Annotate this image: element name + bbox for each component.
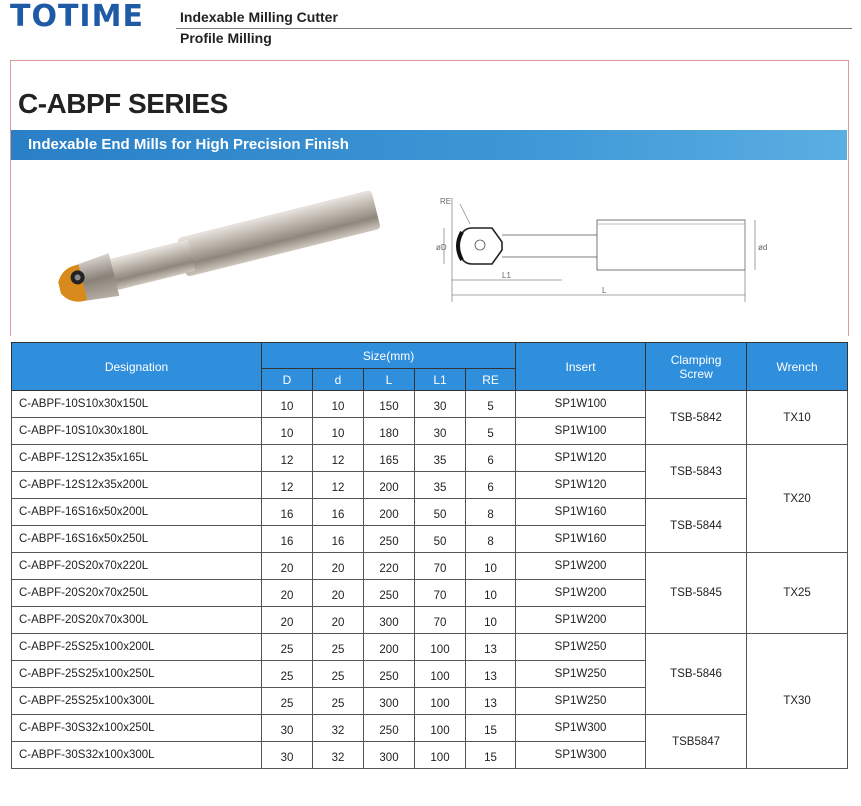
- cell-designation: C-ABPF-20S20x70x250L: [12, 580, 262, 607]
- cell-l1: 50: [415, 499, 466, 526]
- cell-designation: C-ABPF-12S12x35x165L: [12, 445, 262, 472]
- table-row: [12, 445, 848, 472]
- col-d: d: [313, 369, 364, 391]
- cell-insert: SP1W200: [516, 607, 646, 634]
- cell-l: 165: [364, 445, 415, 472]
- cell-d: 25: [262, 688, 313, 715]
- cell-insert: SP1W120: [516, 472, 646, 499]
- cell-l: 250: [364, 526, 415, 553]
- cell-wrench: TX10: [747, 391, 848, 445]
- col-L: L: [364, 369, 415, 391]
- cell-wrench: TX25: [747, 553, 848, 634]
- cell-d: 25: [313, 634, 364, 661]
- col-wrench: Wrench: [747, 343, 848, 391]
- cell-l1: 35: [415, 445, 466, 472]
- cell-insert: SP1W200: [516, 553, 646, 580]
- cell-d: 16: [262, 499, 313, 526]
- col-size: Size(mm): [262, 343, 516, 369]
- cell-insert: SP1W250: [516, 634, 646, 661]
- table-row: [12, 391, 848, 418]
- cell-d: 20: [262, 607, 313, 634]
- cell-insert: SP1W100: [516, 391, 646, 418]
- cell-l1: 70: [415, 553, 466, 580]
- cell-d: 20: [313, 580, 364, 607]
- cell-l1: 100: [415, 634, 466, 661]
- cell-d: 25: [262, 634, 313, 661]
- shank-shape: [177, 190, 381, 277]
- col-D: D: [262, 369, 313, 391]
- cell-d: 16: [313, 499, 364, 526]
- technical-drawing: [432, 190, 777, 310]
- cell-insert: SP1W160: [516, 526, 646, 553]
- category-title: Indexable Milling Cutter: [180, 9, 338, 25]
- cell-l1: 70: [415, 580, 466, 607]
- cell-designation: C-ABPF-16S16x50x250L: [12, 526, 262, 553]
- spec-table: [11, 342, 848, 769]
- cell-l: 250: [364, 661, 415, 688]
- cell-l1: 35: [415, 472, 466, 499]
- category-subtitle: Profile Milling: [180, 30, 272, 46]
- spec-table-body: [12, 391, 848, 769]
- cell-re: 6: [466, 445, 516, 472]
- cell-clamping-screw: TSB5847: [646, 715, 747, 769]
- cell-re: 10: [466, 607, 516, 634]
- col-designation: Designation: [12, 343, 262, 391]
- cell-designation: C-ABPF-20S20x70x220L: [12, 553, 262, 580]
- cell-re: 10: [466, 580, 516, 607]
- cell-d: 20: [262, 553, 313, 580]
- cell-clamping-screw: TSB-5846: [646, 634, 747, 715]
- cell-d: 10: [262, 418, 313, 445]
- cell-designation: C-ABPF-20S20x70x300L: [12, 607, 262, 634]
- cell-d: 30: [262, 742, 313, 769]
- cell-d: 20: [313, 553, 364, 580]
- cell-l: 250: [364, 715, 415, 742]
- series-subtitle: Indexable End Mills for High Precision Finish: [28, 136, 349, 153]
- cell-l1: 50: [415, 526, 466, 553]
- cell-clamping-screw: TSB-5842: [646, 391, 747, 445]
- col-insert: Insert: [516, 343, 646, 391]
- cell-insert: SP1W100: [516, 418, 646, 445]
- cell-l: 180: [364, 418, 415, 445]
- drawing-label-l: L: [602, 286, 607, 295]
- cell-l1: 100: [415, 688, 466, 715]
- cell-l1: 30: [415, 418, 466, 445]
- cell-d: 16: [313, 526, 364, 553]
- col-L1: L1: [415, 369, 466, 391]
- cell-designation: C-ABPF-10S10x30x180L: [12, 418, 262, 445]
- cell-l: 200: [364, 472, 415, 499]
- cell-re: 13: [466, 661, 516, 688]
- cell-l1: 70: [415, 607, 466, 634]
- series-title: C-ABPF SERIES: [18, 88, 228, 119]
- cell-l: 250: [364, 580, 415, 607]
- cell-d: 25: [313, 661, 364, 688]
- cell-d: 12: [313, 445, 364, 472]
- cell-d: 25: [313, 688, 364, 715]
- cell-insert: SP1W200: [516, 580, 646, 607]
- cell-d: 16: [262, 526, 313, 553]
- cell-re: 15: [466, 742, 516, 769]
- col-RE: RE: [466, 369, 516, 391]
- page-header: [0, 0, 861, 48]
- table-row: [12, 553, 848, 580]
- cell-l1: 30: [415, 391, 466, 418]
- cell-d: 10: [313, 391, 364, 418]
- cell-l: 300: [364, 688, 415, 715]
- cell-re: 6: [466, 472, 516, 499]
- cell-d: 20: [313, 607, 364, 634]
- cell-wrench: TX20: [747, 445, 848, 553]
- cell-d: 20: [262, 580, 313, 607]
- cell-re: 13: [466, 634, 516, 661]
- cell-l1: 100: [415, 715, 466, 742]
- cell-insert: SP1W300: [516, 715, 646, 742]
- cell-l1: 100: [415, 742, 466, 769]
- table-row: [12, 634, 848, 661]
- cell-designation: C-ABPF-10S10x30x150L: [12, 391, 262, 418]
- cell-l: 200: [364, 634, 415, 661]
- cell-insert: SP1W300: [516, 742, 646, 769]
- drawing-head: [458, 228, 502, 264]
- cell-wrench: TX30: [747, 634, 848, 769]
- drawing-insert: [458, 232, 462, 260]
- cell-designation: C-ABPF-25S25x100x200L: [12, 634, 262, 661]
- drawing-label-re: RE: [440, 197, 452, 206]
- cell-re: 8: [466, 526, 516, 553]
- cell-l: 220: [364, 553, 415, 580]
- cell-clamping-screw: TSB-5843: [646, 445, 747, 499]
- cell-insert: SP1W250: [516, 661, 646, 688]
- tool-photo: [40, 180, 400, 310]
- drawing-label-dia: øD: [436, 243, 447, 252]
- cell-l1: 100: [415, 661, 466, 688]
- cell-designation: C-ABPF-30S32x100x250L: [12, 715, 262, 742]
- cell-re: 5: [466, 391, 516, 418]
- cell-re: 15: [466, 715, 516, 742]
- table-row: [12, 715, 848, 742]
- cell-re: 5: [466, 418, 516, 445]
- cell-d: 12: [262, 472, 313, 499]
- header-divider: [176, 28, 852, 29]
- cell-designation: C-ABPF-25S25x100x300L: [12, 688, 262, 715]
- cell-d: 32: [313, 742, 364, 769]
- cell-d: 30: [262, 715, 313, 742]
- table-row: [12, 499, 848, 526]
- cell-clamping-screw: TSB-5844: [646, 499, 747, 553]
- cell-designation: C-ABPF-16S16x50x200L: [12, 499, 262, 526]
- cell-re: 13: [466, 688, 516, 715]
- cell-designation: C-ABPF-30S32x100x300L: [12, 742, 262, 769]
- cell-l: 300: [364, 742, 415, 769]
- drawing-label-l1: L1: [502, 271, 511, 280]
- drawing-shank: [597, 220, 745, 270]
- cell-d: 25: [262, 661, 313, 688]
- cell-d: 10: [313, 418, 364, 445]
- cell-designation: C-ABPF-25S25x100x250L: [12, 661, 262, 688]
- cell-insert: SP1W160: [516, 499, 646, 526]
- cell-re: 10: [466, 553, 516, 580]
- cell-insert: SP1W120: [516, 445, 646, 472]
- drawing-label-shank: ød: [758, 243, 768, 252]
- cell-d: 10: [262, 391, 313, 418]
- cell-d: 12: [313, 472, 364, 499]
- cell-re: 8: [466, 499, 516, 526]
- cell-clamping-screw: TSB-5845: [646, 553, 747, 634]
- cell-d: 32: [313, 715, 364, 742]
- cell-insert: SP1W250: [516, 688, 646, 715]
- cell-l: 150: [364, 391, 415, 418]
- cell-d: 12: [262, 445, 313, 472]
- col-clamping-screw: Clamping Screw: [646, 343, 747, 391]
- brand-logo: TOTIME: [10, 0, 144, 34]
- cell-designation: C-ABPF-12S12x35x200L: [12, 472, 262, 499]
- cell-l: 300: [364, 607, 415, 634]
- cell-l: 200: [364, 499, 415, 526]
